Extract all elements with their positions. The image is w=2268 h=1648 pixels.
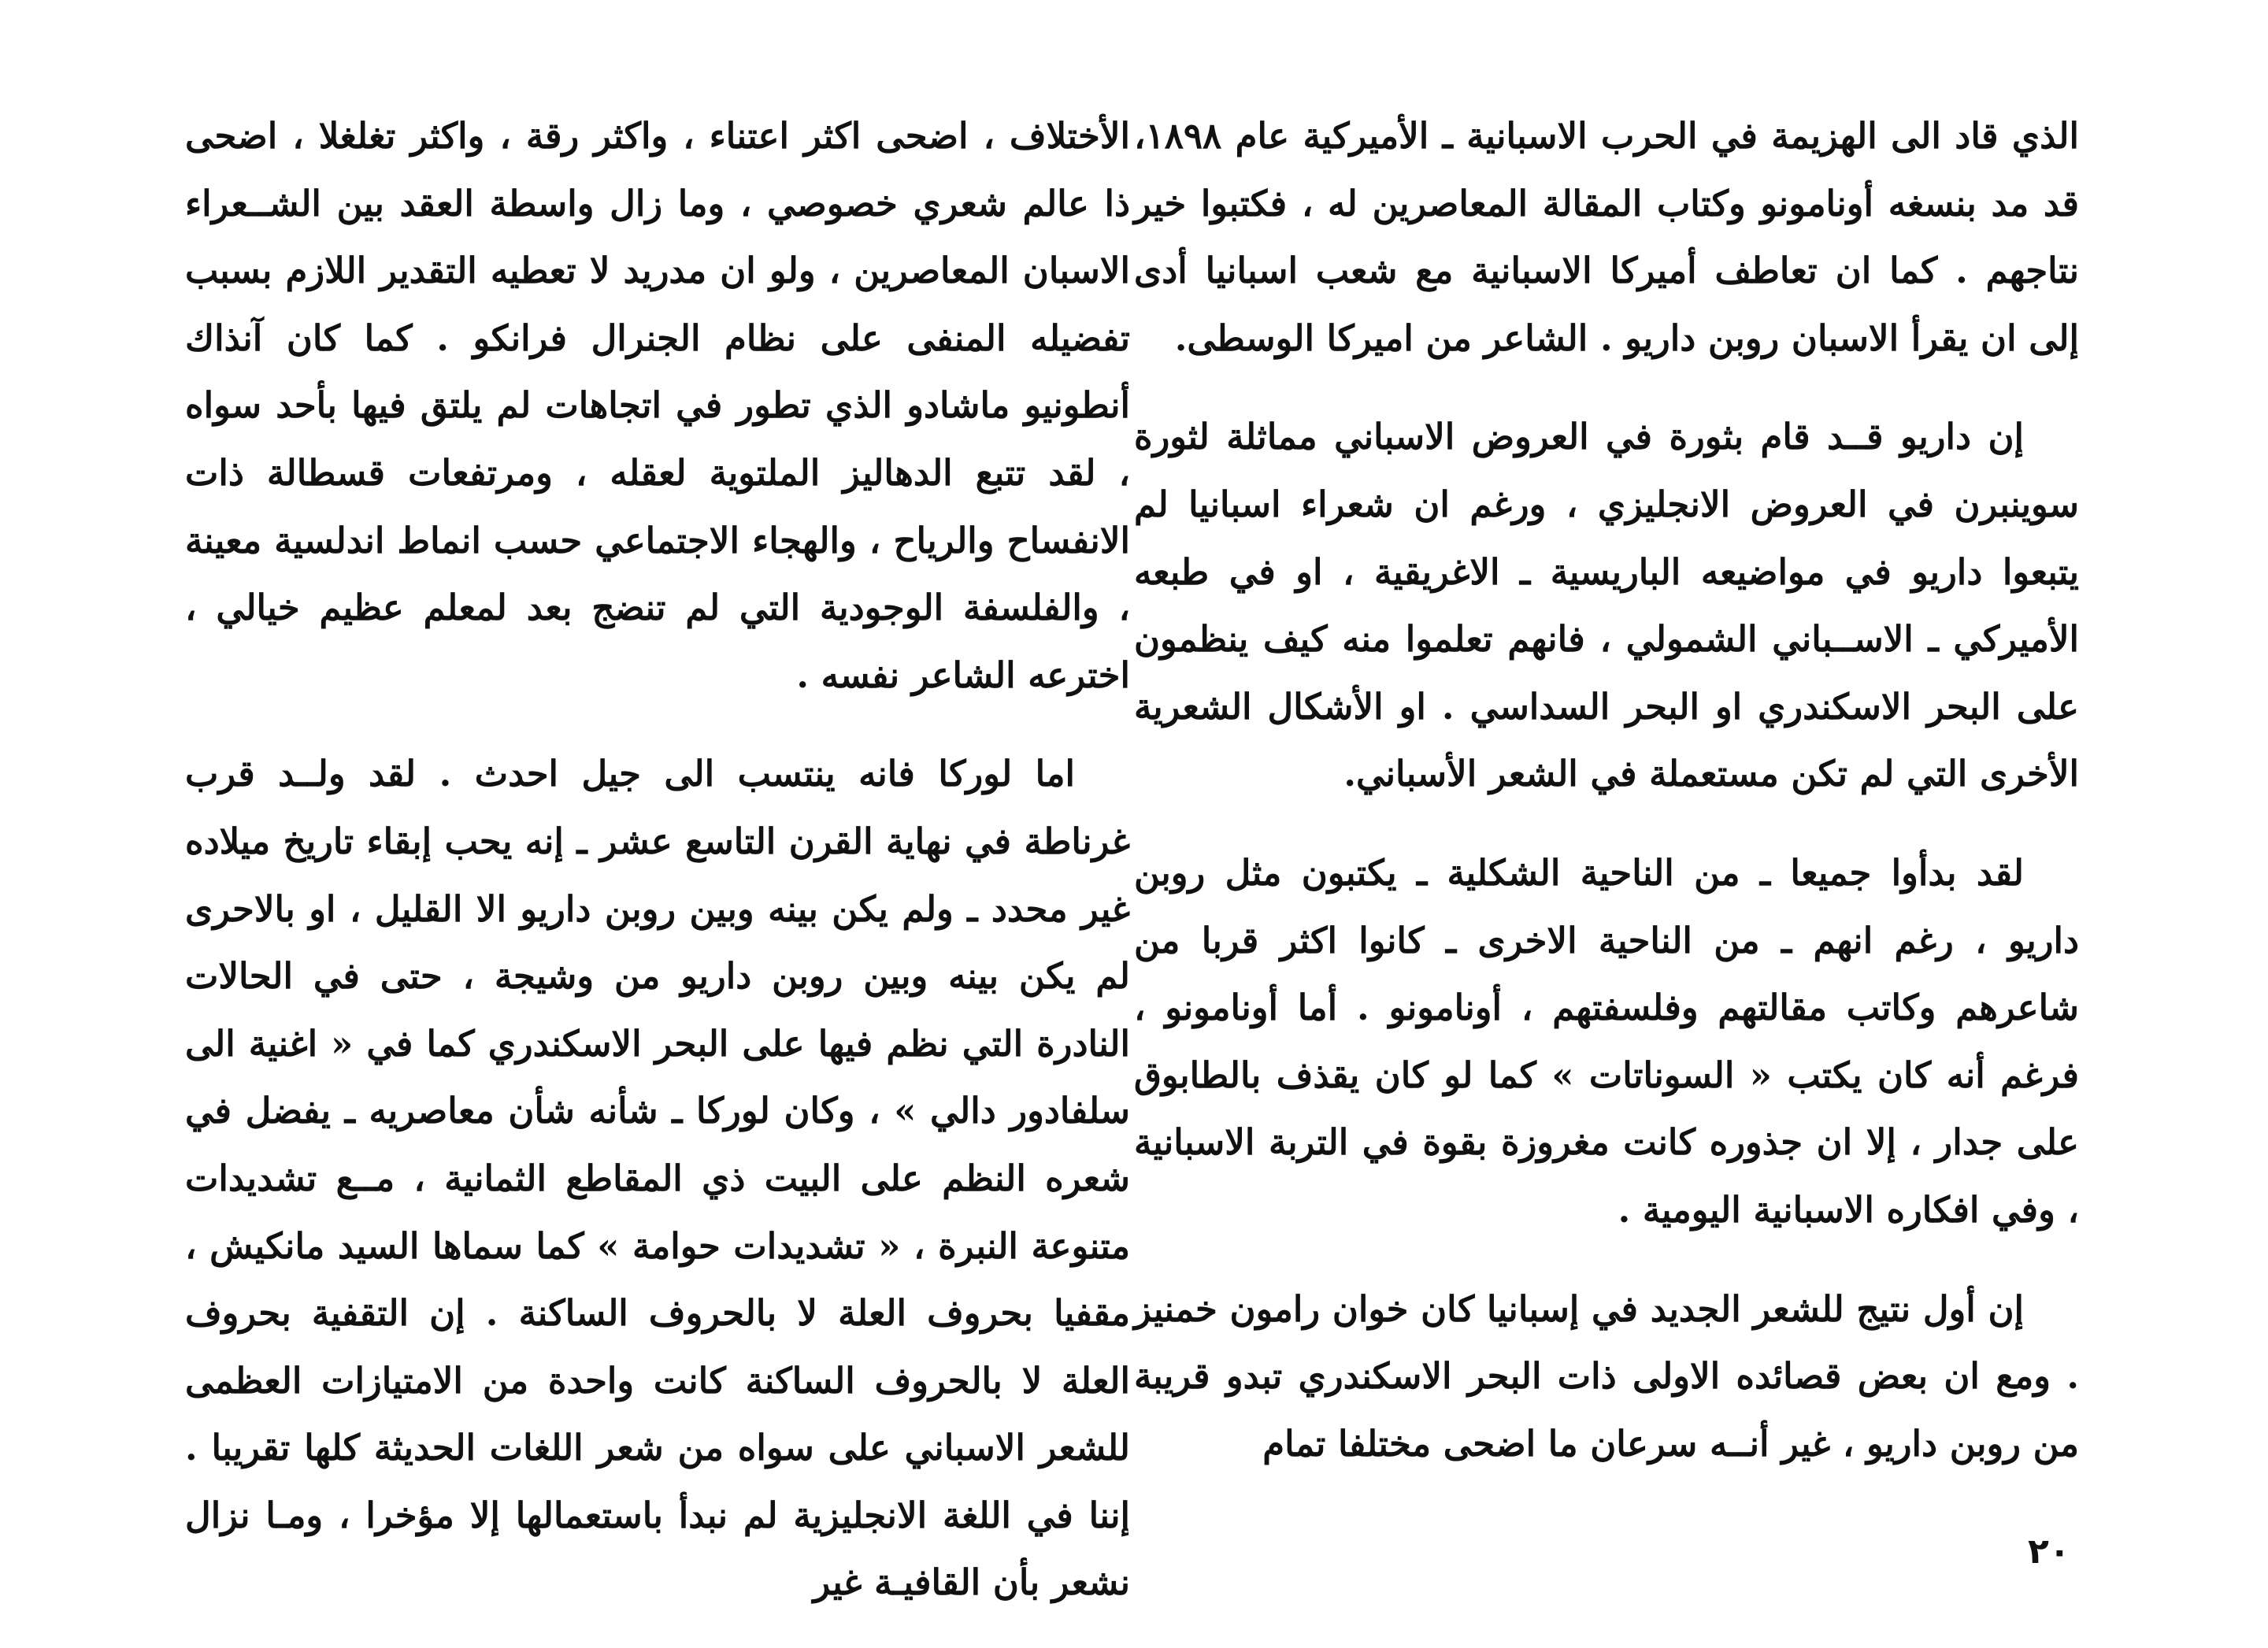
left-text-column xyxy=(185,102,1130,1648)
paragraph: لقد بدأوا جميعا ـ من الناحية الشكلية ـ يكتبون مثل روبن داريو ، رغم انهم ـ من الناحية الاخرى ـ كانوا اكثر قربا من شاعرهم وكاتب مقالتهم وفلسفتهم ، أونامونو . أما أونامونو ، فرغم أنه كان يكتب « السوناتات » كما لو كان يقذف بالطابوق على جدار ، إلا ان جذوره كانت مغروزة بقوة في التربة الاسبانية ، وفي افكاره الاسبانية اليومية . xyxy=(1134,851,2079,1231)
paragraph: الذي قاد الى الهزيمة في الحرب الاسبانية ـ الأميركية عام ١٨٩٨، قد مد بنسغه أونامونو وكتاب المقالة المعاصرين له ، فكتبوا خير نتاجهم . كما ان تعاطف أميركا الاسبانية مع شعب اسبانيا أدى إلى ان يقرأ الاسبان روبن داريو . الشاعر من اميركا الوسطى. xyxy=(1134,115,2079,359)
paragraph: الأختلاف ، اضحى اكثر اعتناء ، واكثر رقة ، واكثر تغلغلا ، اضحى ذا عالم شعري خصوصي ، وما زال واسطة العقد بين الشــعراء الاسبان المعاصرين ، ولو ان مدريد لا تعطيه التقدير اللازم بسبب تفضيله المنفى على نظام الجنرال فرانكو . كما كان آنذاك أنطونيو ماشادو الذي تطور في اتجاهات لم يلتق فيها بأحد سواه ، لقد تتبع الدهاليز الملتوية لعقله ، ومرتفعات قسطالة ذات الانفساح والرياح ، والهجاء الاجتماعي حسب انماط اندلسية معينة ، والفلسفة الوجودية التي لم تنضج بعد لمعلم عظيم خيالي ، اخترعه الشاعر نفسه . xyxy=(185,115,1130,696)
right-text-column xyxy=(1134,102,2079,1509)
page-number: ٢٠ xyxy=(2028,1531,2070,1572)
paragraph: إن داريو قــد قام بثورة في العروض الاسباني مماثلة لثورة سوينبرن في العروض الانجليزي ، ورغم ان شعراء اسبانيا لم يتبعوا داريو في مواضيعه الباريسية ـ الاغريقية ، او في طبعه الأميركي ـ الاســباني الشمولي ، فانهم تعلموا منه كيف ينظمون على البحر الاسكندري او البحر السداسي . او الأشكال الشعرية الأخرى التي لم تكن مستعملة في الشعر الأسباني. xyxy=(1134,416,2079,795)
paragraph: اما لوركا فانه ينتسب الى جيل احدث . لقد ولــد قرب غرناطة في نهاية القرن التاسع عشر ـ إنه يحب إبقاء تاريخ ميلاده غير محدد ـ ولم يكن بينه وبين روبن داريو الا القليل ، او بالاحرى لم يكن بينه وبين روبن داريو من وشيجة ، حتى في الحالات النادرة التي نظم فيها على البحر الاسكندري كما في « اغنية الى سلفادور دالي » ، وكان لوركا ـ شأنه شأن معاصريه ـ يفضل في شعره النظم على البيت ذي المقاطع الثمانية ، مــع تشديدات متنوعة النبرة ، « تشديدات حوامة » كما سماها السيد مانكيش ، مقفيا بحروف العلة لا بالحروف الساكنة . إن التقفية بحروف العلة لا بالحروف الساكنة كانت واحدة من الامتيازات العظمى للشعر الاسباني على سواه من شعر اللغات الحديثة كلها تقريبا . إننا في اللغة الانجليزية لم نبدأ باستعمالها إلا مؤخرا ، ومـا نزال نشعر بأن القافيـة غير xyxy=(185,753,1131,1604)
paragraph: إن أول نتيج للشعر الجديد في إسبانيا كان خوان رامون خمنيز . ومع ان بعض قصائده الاولى ذات البحر الاسكندري تبدو قريبة من روبن داريو ، غير أنــه سرعان ما اضحى مختلفا تمام xyxy=(1134,1287,2079,1465)
